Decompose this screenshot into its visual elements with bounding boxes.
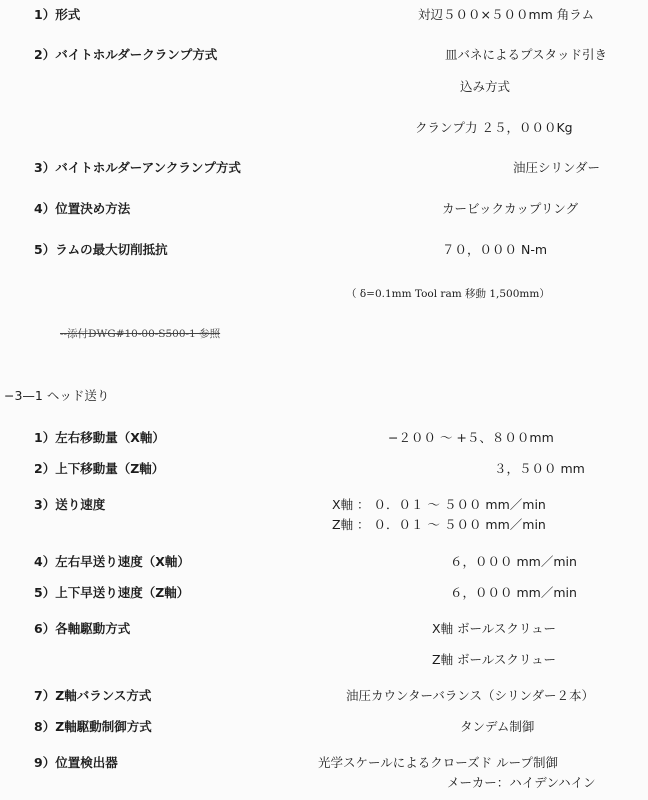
item-unclamp-value: 油圧シリンダー xyxy=(513,160,601,175)
item-drive-label: 6）各軸駆動方式 xyxy=(34,621,131,636)
reference-drawing: --添付DWG#10-00-S500-1 参照 xyxy=(60,328,221,340)
section-title: −3—1 ヘッド送り xyxy=(4,388,110,403)
item-detector-label: 9）位置検出器 xyxy=(34,755,118,770)
item-max-resistance-value: ７０，０００ N-m xyxy=(442,242,548,257)
item-drive-x: X軸 ボールスクリュー xyxy=(432,621,557,636)
deflection-note: （ δ=0.1mm Tool ram 移動 1,500mm） xyxy=(346,288,550,300)
item-z-travel-value: ３，５００ mm xyxy=(494,461,585,476)
item-z-control-value: タンデム制御 xyxy=(460,719,535,734)
item-max-resistance-label: 5）ラムの最大切削抵抗 xyxy=(34,242,168,257)
item-drive-z: Z軸 ボールスクリュー xyxy=(432,652,557,667)
item-unclamp-label: 3）バイトホルダーアンクランプ方式 xyxy=(34,160,241,175)
item-form-label: 1）形式 xyxy=(34,7,81,22)
item-clamp-label: 2）バイトホルダークランプ方式 xyxy=(34,47,218,62)
item-form-value: 対辺５００×５００mm 角ラム xyxy=(418,7,595,22)
item-z-balance-value: 油圧カウンターバランス（シリンダー２本） xyxy=(346,688,595,703)
item-positioning-value: カービックカップリング xyxy=(442,201,579,216)
item-z-travel-label: 2）上下移動量（Z軸） xyxy=(34,461,165,476)
item-clamp-value: 皿バネによるプスタッド引き xyxy=(445,47,608,62)
item-z-balance-label: 7）Z軸バランス方式 xyxy=(34,688,152,703)
item-clamp-value-2: 込み方式 xyxy=(460,79,511,94)
item-feed-rate-z: Z軸 ： ０．０１ ～ ５００ mm／min xyxy=(332,517,546,532)
item-detector-value: 光学スケールによるクローズド ループ制御 xyxy=(318,755,558,770)
item-z-rapid-label: 5）上下早送り速度（Z軸） xyxy=(34,585,190,600)
item-feed-rate-x: X軸 ： ０．０１ ～ ５００ mm／min xyxy=(332,497,546,512)
item-clamp-force: クランプ力 ２５，０００Kg xyxy=(415,120,573,135)
item-x-travel-value: −２００ ～ +５、８００mm xyxy=(388,430,554,445)
item-x-travel-label: 1）左右移動量（X軸） xyxy=(34,430,165,445)
item-x-rapid-value: ６，０００ mm／min xyxy=(450,554,577,569)
item-z-rapid-value: ６，０００ mm／min xyxy=(450,585,577,600)
item-x-rapid-label: 4）左右早送り速度（X軸） xyxy=(34,554,190,569)
item-z-control-label: 8）Z軸駆動制御方式 xyxy=(34,719,152,734)
item-positioning-label: 4）位置決め方法 xyxy=(34,201,131,216)
item-detector-maker: メーカー：ハイデンハイン xyxy=(447,775,596,790)
item-feed-rate-label: 3）送り速度 xyxy=(34,497,106,512)
